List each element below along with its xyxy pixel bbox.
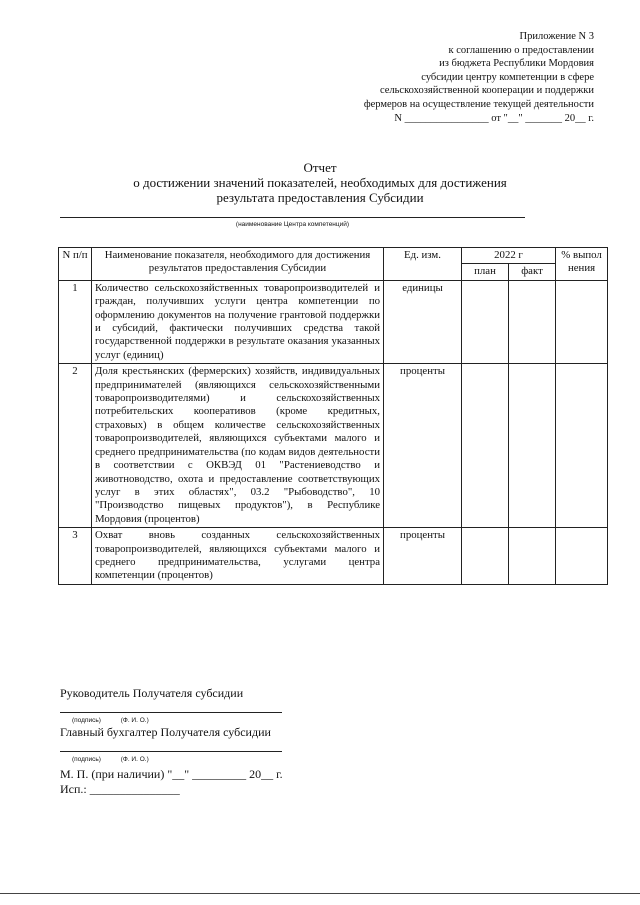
document-title	[60, 160, 580, 205]
accountant-signature-caption	[60, 753, 282, 767]
head-signature-block	[60, 686, 282, 728]
appendix-line: N ________________ от "__" _______ 20__ г.	[394, 112, 594, 124]
row-name: Количество сельскохозяйственных товаропроизводителей и граждан, получивших услуги центра компетенции по оформлению документов на получение грантовой поддержки и субсидий, фактически получивших средства такой государственной поддержки в результате оказания указанных услуг (единиц)	[92, 280, 384, 363]
row-fact	[509, 280, 556, 363]
row-percent	[556, 528, 608, 585]
appendix-line: фермеров на осуществление текущей деятельности	[363, 98, 594, 110]
accountant-title: Главный бухгалтер Получателя субсидии	[60, 725, 271, 739]
appendix-line: из бюджета Республики Мордовия	[439, 58, 594, 70]
head-title: Руководитель Получателя субсидии	[60, 686, 244, 700]
row-fact	[509, 364, 556, 528]
row-percent	[556, 364, 608, 528]
row-percent	[556, 280, 608, 363]
accountant-signature-block	[60, 725, 282, 767]
appendix-line: субсидии центру компетенции в сфере	[421, 71, 594, 83]
row-unit: единицы	[384, 280, 462, 363]
row-plan	[462, 528, 509, 585]
row-num: 3	[59, 528, 92, 585]
appendix-line: Приложение N 3	[519, 31, 594, 42]
caption-name: (Ф. И. О.)	[120, 756, 149, 763]
row-name: Доля крестьянских (фермерских) хозяйств, индивидуальных предпринимателей (являющихся сельскохозяйственными товаропроизводителями) и сельскохозяйственных потребительских кооперативов (кроме кредитных, страховых) в общем количестве сельскохозяйственных товаропроизводителей, являющихся субъектами малого и среднего предпринимательства (по кодам видов деятельности в соответствии с ОКВЭД 01 "Растениеводство и животноводство, охота и предоставление соответствующих услуг в этих областях", 03.2 "Рыбоводство", 10 "Производство пищевых продуктов"), в Республике Мордовия (процентов)	[92, 364, 384, 528]
center-name-caption: (наименование Центра компетенций)	[235, 221, 350, 228]
row-fact	[509, 528, 556, 585]
caption-name: (Ф. И. О.)	[120, 717, 149, 724]
center-name-line	[60, 217, 525, 218]
header-fact: факт	[509, 264, 556, 280]
row-unit: проценты	[384, 528, 462, 585]
header-name: Наименование показателя, необходимого для достижения результатов предоставления Субсидии	[92, 248, 384, 281]
header-plan: план	[462, 264, 509, 280]
bottom-rule	[0, 893, 640, 894]
accountant-signature-line	[60, 751, 282, 752]
table-row	[59, 280, 608, 363]
title-line: результата предоставления Субсидии	[216, 190, 424, 205]
stamp-line: М. П. (при наличии) "__" _________ 20__ г.	[60, 767, 283, 781]
appendix-header	[294, 30, 594, 125]
executor-line: Исп.: _______________	[60, 782, 180, 796]
row-num: 2	[59, 364, 92, 528]
row-unit: проценты	[384, 364, 462, 528]
row-plan	[462, 280, 509, 363]
title-line: Отчет	[303, 160, 337, 175]
title-line: о достижении значений показателей, необходимых для достижения	[133, 175, 507, 190]
head-signature-line	[60, 712, 282, 713]
header-percent: % выпол нения	[556, 248, 608, 281]
caption-sign: (подпись)	[72, 756, 101, 763]
report-table	[58, 247, 608, 585]
header-year: 2022 г	[462, 248, 556, 264]
row-num: 1	[59, 280, 92, 363]
header-unit: Ед. изм.	[384, 248, 462, 281]
header-num: N п/п	[59, 248, 92, 281]
appendix-line: сельскохозяйственной кооперации и поддержки	[379, 85, 594, 97]
appendix-line: к соглашению о предоставлении	[448, 44, 594, 56]
row-name: Охват вновь созданных сельскохозяйственных товаропроизводителей, являющихся субъектами малого и среднего предпринимательства, услугами центра компетенции (процентов)	[92, 528, 384, 585]
table-row	[59, 364, 608, 528]
caption-sign: (подпись)	[72, 717, 101, 724]
row-plan	[462, 364, 509, 528]
table-row	[59, 528, 608, 585]
